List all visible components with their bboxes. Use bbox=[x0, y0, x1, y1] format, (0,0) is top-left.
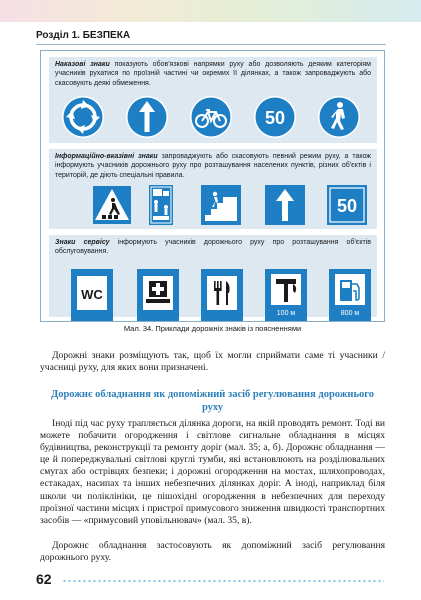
mandatory-signs-term: Наказові знаки bbox=[55, 61, 110, 68]
mandatory-signs-description bbox=[49, 57, 377, 90]
informational-signs-term: Інформаційно-вказівні знаки bbox=[55, 153, 158, 160]
recommended-speed-value: 50 bbox=[336, 196, 358, 216]
subheading-road-equipment: Дорожнє обладнання як допоміжний засіб регулювання дорожнього руху bbox=[50, 389, 375, 413]
mandatory-signs-text: показують обов'язкові напрямки руху або дозволяють деяким категоріям учасників рухатися по проїзній частині чи окремих її ділянках, а також запроваджують або скасовують деякі обмеження. bbox=[55, 61, 371, 87]
roundabout-icon bbox=[61, 95, 105, 139]
recommended-speed-icon bbox=[327, 185, 367, 225]
toilet-icon bbox=[71, 269, 113, 321]
straight-ahead-icon bbox=[125, 95, 169, 139]
minimum-speed-value: 50 bbox=[264, 108, 286, 128]
figure-box bbox=[40, 50, 385, 322]
top-color-band bbox=[0, 0, 421, 22]
section-header: Розділ 1. БЕЗПЕКА bbox=[36, 30, 131, 41]
header-divider bbox=[36, 44, 386, 45]
bicycle-path-icon bbox=[189, 95, 233, 139]
service-signs-text: інформують учасників дорожнього руху про розташування об'єктів обслуговування. bbox=[55, 239, 371, 256]
informational-signs-text: запроваджують або скасовують певний режим руху, а також інформують учасників дорожнього руху про розташування населених пунктів, різних об'єктів і територій, де діють спеціальні правила. bbox=[55, 153, 371, 179]
footer-dotted-line bbox=[62, 579, 384, 583]
fuel-station-icon bbox=[329, 269, 371, 321]
service-signs-term: Знаки сервісу bbox=[55, 239, 110, 246]
paragraph-road-equipment: Іноді під час руху трапляється ділянка дороги, на якій проводять ремонт. Тоді ви можете побачити огородження і світлове сигнальне обладнання в місцях будівництва, реконструкції та ремонту доріг (мал. 35; а, б). Дорожнє обладнання — це й попереджувальні світлові круглі тумби, які встановлюють на розділювальних смугах або острівцях безпеки; і дорожні огородження на мостах, шляхопроводах, естакадах, насипах та інших небезпечних ділянках доріг. А іноді, наприклад біля школи чи поліклініки, це пішохідні огородження в небезпечних для переходу проїзної частини місцях і пристрої примусового зниження швидкості транспортних засобів — «примусовий уповільнювач» (мал. 35, в). bbox=[40, 418, 385, 526]
informational-signs-section bbox=[49, 149, 377, 229]
figure-caption: Мал. 34. Приклади дорожніх знаків із поясненнями bbox=[123, 324, 302, 333]
paragraph-sign-placement: Дорожні знаки розміщують так, щоб їх могли сприймати саме ті учасники / учасниці руху, для яких вони призначені. bbox=[40, 350, 385, 374]
technical-service-distance: 100 м bbox=[276, 310, 296, 317]
minimum-speed-icon bbox=[253, 95, 297, 139]
fuel-station-distance: 800 м bbox=[340, 310, 360, 317]
technical-service-icon bbox=[265, 269, 307, 321]
informational-signs-description bbox=[49, 149, 377, 182]
page-number: 62 bbox=[36, 571, 52, 587]
paragraph-equipment-use: Дорожнє обладнання застосовують як допоміжний засіб регулювання дорожнього руху. bbox=[40, 540, 385, 564]
underpass-icon bbox=[201, 185, 241, 225]
pedestrian-path-icon bbox=[317, 95, 361, 139]
one-way-icon bbox=[265, 185, 305, 225]
toilet-label: WC bbox=[81, 287, 103, 302]
medical-aid-icon bbox=[137, 269, 179, 321]
service-signs-description bbox=[49, 235, 377, 259]
pedestrian-crossing-icon bbox=[93, 186, 131, 224]
restaurant-icon bbox=[201, 269, 243, 321]
mandatory-signs-section bbox=[49, 57, 377, 143]
living-zone-icon bbox=[149, 185, 173, 225]
service-signs-section bbox=[49, 235, 377, 317]
